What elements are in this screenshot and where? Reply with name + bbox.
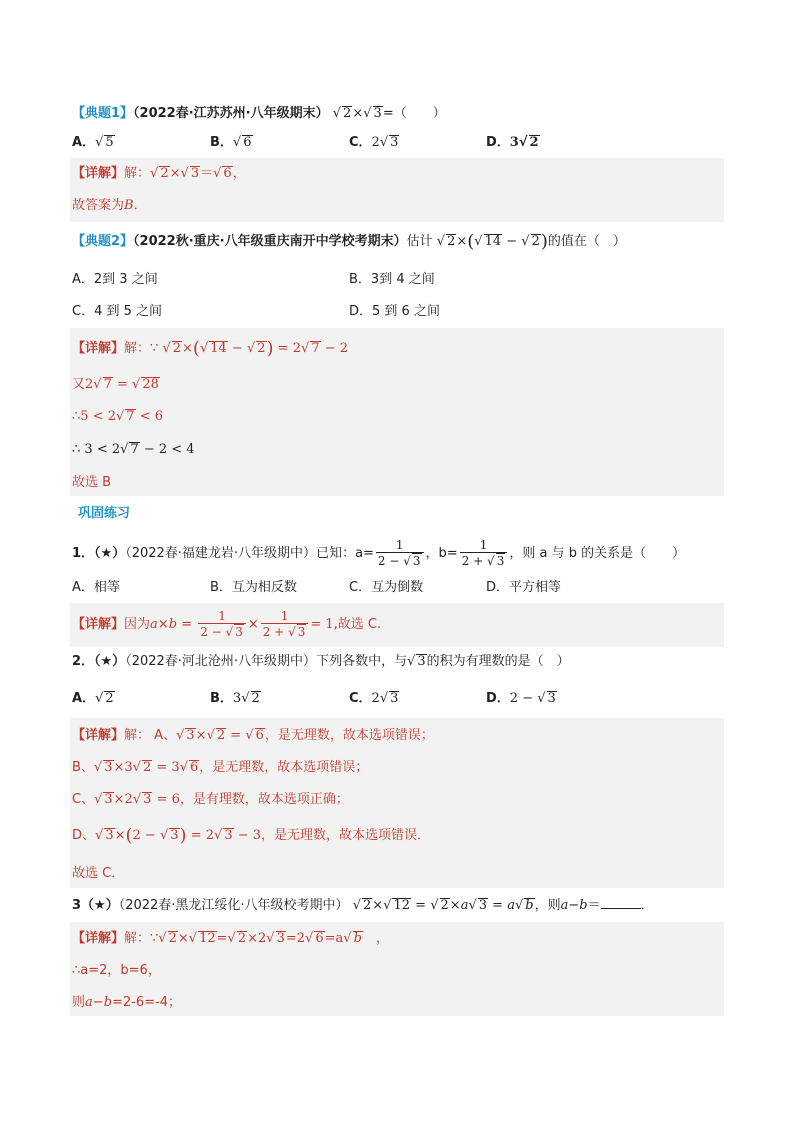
question-1-option-d: D．平方相等: [486, 580, 562, 595]
example-1-source: （2022春·江苏苏州·八年级期末）: [133, 106, 329, 121]
question-1-stem: 1．（★）（2022春·福建龙岩·八年级期中）已知：a= $\frac{1}{2 - √ 3}$ ，b= $\frac{1}{2 + √ 3}$ ，则 a 与 b 的关系是（ ）: [72, 538, 686, 568]
example-1-stem: [72, 104, 446, 124]
section-title: 巩固练习: [78, 506, 131, 521]
question-2-option-d: D．2 − √ 3: [486, 691, 556, 706]
question-2-option-b: B．3√ 2: [210, 691, 260, 706]
example-2-option-a: A．2到 3 之间: [72, 272, 158, 287]
example-2-stem: 【典题2】（2022秋·重庆·八年级重庆南开中学校考期末）估计 √ 2×(√ 14 − √ 2)的值在（ ）: [72, 231, 626, 252]
example-2-option-d: D．5 到 6 之间: [349, 304, 440, 319]
example-2-expression: √ 2×(√ 14 − √ 2): [436, 231, 548, 252]
example-2-detail-line-2: 又2√ 7 = √ 28: [72, 377, 159, 392]
example-1-option-d: D．3√ 2: [486, 135, 539, 150]
question-2-option-a: A．√ 2: [72, 691, 114, 706]
example-1-option-a: A．√ 5: [72, 135, 114, 150]
example-1-detail-answer: B: [124, 198, 134, 213]
question-1-detail: 【详解】因为a×b = $\frac{1}{2 - √ 3}$ × $\frac{1}{2 + √ 3}$ = 1,故选 C.: [72, 609, 382, 639]
question-2-stem: 2．（★）（2022春·河北沧州·八年级期中）下列各数中，与√ 3的积为有理数的是（ ）: [72, 654, 570, 669]
example-1-detail-expression: √ 2×√ 3＝√ 6，: [150, 166, 246, 181]
question-2-detail-line-2: B、√ 3×3√ 2 = 3√ 6，是无理数，故本选项错误；: [72, 760, 369, 775]
example-2-option-c: C．4 到 5 之间: [72, 304, 163, 319]
example-2-detail-line-4: ∴ 3 < 2√ 7 − 2 < 4: [72, 442, 195, 457]
question-2-detail-line-4: D、√ 3×(2 − √ 3) = 2√ 3 − 3，是无理数，故本选项错误．: [72, 825, 431, 846]
question-1-number: 1．（★）: [72, 546, 126, 561]
example-2-detail-line-3: ∴5 < 2√ 7 < 6: [72, 409, 163, 424]
question-3-expression: √ 2×√ 12 = √ 2×a√ 3 = a√ b: [352, 898, 534, 913]
question-2-detail-line-3: C、√ 3×2√ 3 = 6，是有理数，故本选项正确；: [72, 792, 349, 807]
example-2-detail-line-1: 【详解】解：∵ √ 2×(√ 14 − √ 2) = 2√ 7 − 2: [72, 338, 349, 359]
example-2-tag: 【典题2】: [72, 234, 134, 249]
question-1-option-c: C．互为倒数: [349, 580, 424, 595]
example-2-detail-line-5: 故选 B: [72, 475, 112, 490]
example-1-expression: √ 2×√ 3: [332, 106, 382, 121]
answer-blank[interactable]: [601, 908, 641, 909]
question-1-option-b: B．互为相反数: [210, 580, 297, 595]
question-3-detail-line-2: ∴a=2，b=6，: [72, 963, 161, 978]
example-1-detail-line-2: 故答案为B．: [72, 198, 147, 213]
example-2-option-b: B．3到 4 之间: [349, 272, 435, 287]
question-2-option-c: C．2√ 3: [349, 691, 399, 706]
question-3-detail-line-1: 【详解】解：∵√ 2×√ 12=√ 2×2√ 3=2√ 6=a√ b ，: [72, 931, 389, 946]
question-3-detail-line-3: 则a−b=2-6=-4；: [72, 995, 181, 1010]
example-1-paren: =（ ）: [382, 106, 446, 121]
example-1-tag: 【典题1】: [72, 106, 134, 121]
example-1-detail-tag: 【详解】: [72, 166, 125, 181]
question-2-conclusion: 故选 C．: [72, 866, 125, 881]
example-2-source: （2022秋·重庆·八年级重庆南开中学校考期末）: [133, 234, 407, 249]
question-1-option-a: A．相等: [72, 580, 120, 595]
example-1-option-c: C．2√ 3: [349, 135, 399, 150]
example-1-option-b: B．√ 6: [210, 135, 252, 150]
question-3-stem: 3（★）（2022春·黑龙江绥化·八年级校考期中） √ 2×√ 12 = √ 2×a√ 3 = a√ b，则a−b＝ ．: [72, 898, 654, 913]
question-2-detail-line-1: 【详解】解： A、√ 3×√ 2 = √ 6，是无理数，故本选项错误；: [72, 728, 434, 743]
example-1-detail-line-1: 【详解】解：√ 2×√ 3＝√ 6，: [72, 166, 246, 181]
